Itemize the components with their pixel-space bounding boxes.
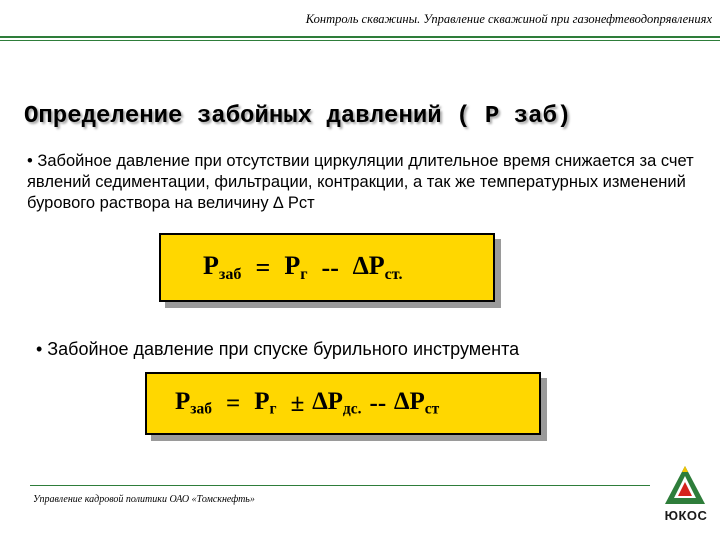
footer-text: Управление кадровой политики ОАО «Томскнефть»: [33, 494, 255, 505]
formula-term-dpst: $\Delta Р_{ст}$: [394, 388, 440, 418]
formula-plus-minus: ±: [290, 389, 305, 417]
header-divider-thin: [0, 40, 720, 41]
formula-equals: =: [255, 252, 271, 282]
formula-lhs: $Р_{заб}$: [203, 251, 242, 283]
header-divider: [0, 36, 720, 38]
formula-term-dpst: $\Delta Р_{ст.}$: [352, 251, 403, 283]
slide-title: Определение забойных давлений ( Р заб): [24, 103, 572, 130]
formula-term-dpds: $\Delta Р_{дс.}$: [312, 388, 362, 418]
paragraph-static-pressure: • Забойное давление при отсутствии циркуляции длительное время снижается за счет явлений седиментации, фильтрации, контракции, а так же температурных изменений бурового раствора на величину ∆ Рст: [27, 152, 694, 212]
formula-box-static: [159, 233, 495, 302]
logo-text: ЮКОС: [664, 508, 708, 523]
formula-minus: --: [321, 252, 339, 282]
formula-box-tripping: [145, 372, 541, 435]
paragraph-tripping: • Забойное давление при спуске бурильного инструмента: [36, 339, 520, 359]
formula-minus: --: [369, 389, 387, 417]
formula-term-pg: $Р_г$: [284, 251, 308, 283]
footer-divider: [30, 485, 650, 486]
formula-equals: =: [226, 389, 241, 417]
formula-lhs: $Р_{заб}$: [175, 388, 213, 418]
formula-term-pg: $Р_г$: [254, 388, 277, 418]
header-title: Контроль скважины. Управление скважиной при газонефтеводопрявлениях: [305, 12, 712, 26]
